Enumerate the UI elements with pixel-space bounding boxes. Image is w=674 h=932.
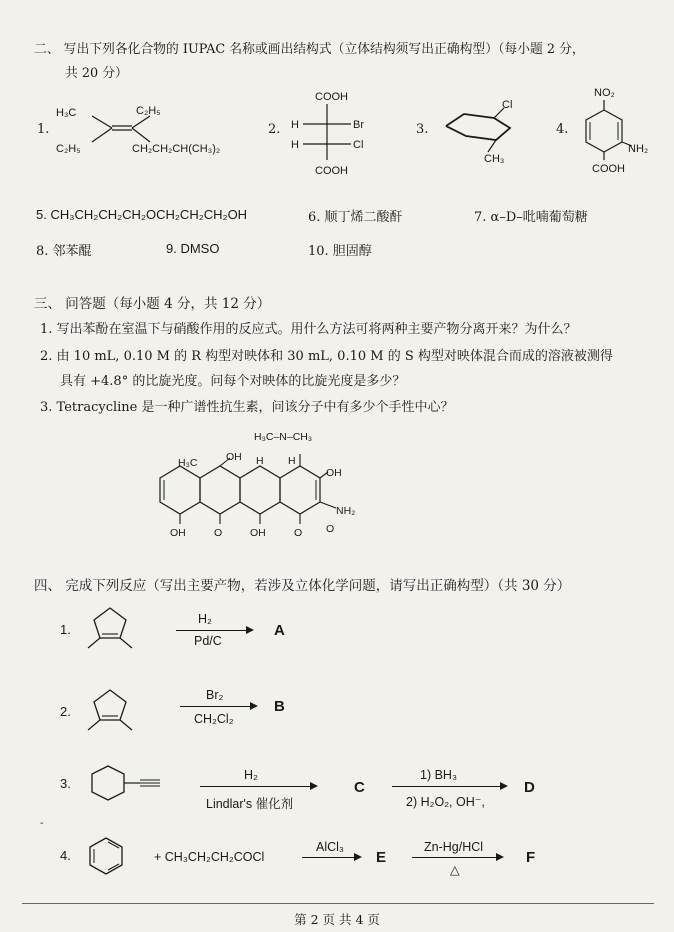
r3-arrowhead-icon xyxy=(310,782,318,790)
item4-structure xyxy=(566,80,666,180)
tc-o-b1: O xyxy=(214,527,223,539)
i1-h3c: H₃C xyxy=(56,107,77,119)
section3-q2-line1: 2. 由 10 mL, 0.10 M 的 R 构型对映体和 30 mL, 0.10 M 的 S 构型对映体混合而成的溶液被测得 xyxy=(40,349,613,364)
r3-product-d: D xyxy=(524,779,535,796)
r1-product: A xyxy=(274,622,285,639)
r3-reagent-above: H₂ xyxy=(244,768,258,782)
item9: 9. DMSO xyxy=(166,241,220,256)
i3-ch3: CH₃ xyxy=(484,153,505,165)
section2-title-line2: 共 20 分） xyxy=(65,66,128,81)
item6: 6. 顺丁烯二酸酐 xyxy=(308,210,403,225)
item5: 5. CH₃CH₂CH₂CH₂OCH₂CH₂CH₂OH xyxy=(36,207,248,222)
r2-product: B xyxy=(274,698,285,715)
r1-number: 1. xyxy=(60,622,71,637)
footer-rule xyxy=(22,903,654,904)
tetracycline-structure xyxy=(150,428,370,548)
i2-h2: H xyxy=(291,139,299,151)
tc-o-b2: O xyxy=(294,527,303,539)
r2-number: 2. xyxy=(60,704,71,719)
r4-reagent-below2: △ xyxy=(450,863,460,877)
r3-arrow2 xyxy=(392,786,504,787)
i3-cl: Cl xyxy=(502,99,513,111)
section3-title: 三、 问答题（每小题 4 分，共 12 分） xyxy=(34,296,271,312)
item8: 8. 邻苯醌 xyxy=(36,244,92,259)
stray-mark: - xyxy=(40,818,44,829)
item1-structure xyxy=(52,96,252,166)
item3-number: 3. xyxy=(416,122,429,137)
section2-title-line1: 二、 写出下列各化合物的 IUPAC 名称或画出结构式（立体结构须写出正确构型）（每小题 2 分， xyxy=(34,42,585,57)
tc-h3c: H₃C xyxy=(178,457,198,469)
page-footer: 第 2 页 共 4 页 xyxy=(294,912,380,927)
item2-fischer xyxy=(285,88,375,180)
r3-arrowhead2-icon xyxy=(500,782,508,790)
i2-h1: H xyxy=(291,119,299,131)
i2-br: Br xyxy=(353,119,364,131)
r4-reagent-plus: + CH₃CH₂CH₂COCl xyxy=(154,850,265,864)
r2-arrow xyxy=(180,706,254,707)
r2-reagent-below: CH₂Cl₂ xyxy=(194,712,234,726)
tc-o-b3: O xyxy=(326,523,335,535)
r4-arrow2 xyxy=(412,857,500,858)
r3-reagent-below2: 2) H₂O₂, OH⁻, xyxy=(406,795,485,809)
tc-h-mid: H xyxy=(256,455,264,467)
section4-title: 四、 完成下列反应（写出主要产物，若涉及立体化学问题，请写出正确构型）（共 30 分） xyxy=(34,578,571,594)
i2-cooh-bot: COOH xyxy=(315,165,348,177)
i4-no2: NO₂ xyxy=(594,87,615,99)
r3-reactant-structure xyxy=(82,760,182,810)
item3-chair xyxy=(438,96,538,168)
r1-arrowhead-icon xyxy=(246,626,254,634)
i2-cooh-top: COOH xyxy=(315,91,348,103)
i1-c2h5-top: C₂H₅ xyxy=(136,105,161,117)
item7: 7. α–D–吡喃葡萄糖 xyxy=(474,210,588,225)
r1-arrow xyxy=(176,630,250,631)
r3-reagent-above2: 1) BH₃ xyxy=(420,768,458,782)
r3-reagent-below: Lindlar's 催化剂 xyxy=(206,797,294,811)
r2-arrowhead-icon xyxy=(250,702,258,710)
r4-arrowhead2-icon xyxy=(496,853,504,861)
r4-product-e: E xyxy=(376,849,387,866)
tc-nme2: H₃C–N–CH₃ xyxy=(254,431,313,443)
i4-cooh: COOH xyxy=(592,163,625,175)
item10: 10. 胆固醇 xyxy=(308,244,372,259)
r1-reactant-structure xyxy=(82,598,142,658)
tc-oh-b1: OH xyxy=(170,527,186,539)
r4-arrowhead-icon xyxy=(354,853,362,861)
r4-reagent-above2: Zn-Hg/HCl xyxy=(424,840,484,854)
r3-arrow xyxy=(200,786,314,787)
item1-number: 1. xyxy=(37,122,50,137)
r3-number: 3. xyxy=(60,776,71,791)
tc-nh2: NH₂ xyxy=(336,505,356,517)
r2-reagent-above: Br₂ xyxy=(206,688,224,702)
r4-arrow xyxy=(302,857,358,858)
r4-reagent-above: AlCl₃ xyxy=(316,840,345,854)
r1-reagent-above: H₂ xyxy=(198,612,212,626)
section3-q1: 1. 写出苯酚在室温下与硝酸作用的反应式。用什么方法可将两种主要产物分离开来？为什么？ xyxy=(40,322,577,337)
r3-product-c: C xyxy=(354,779,365,796)
i1-c2h5-left: C₂H₅ xyxy=(56,143,81,155)
section3-q2-line2: 具有 +4.8° 的比旋光度。问每个对映体的比旋光度是多少？ xyxy=(60,374,406,389)
i4-nh2: NH₂ xyxy=(628,143,649,155)
item2-number: 2. xyxy=(268,122,281,137)
tc-oh-b2: OH xyxy=(250,527,266,539)
r2-reactant-structure xyxy=(82,680,142,740)
r4-reactant-benzene xyxy=(84,834,134,884)
i2-cl: Cl xyxy=(353,139,364,151)
tc-h-right: H xyxy=(288,455,296,467)
i1-chain: CH₂CH₂CH(CH₃)₂ xyxy=(132,143,221,155)
r4-number: 4. xyxy=(60,848,71,863)
r4-product-f: F xyxy=(526,849,536,866)
tc-oh-right: OH xyxy=(326,467,342,479)
section3-q3: 3. Tetracycline 是一种广谱性抗生素，问该分子中有多少个手性中心？ xyxy=(40,400,454,415)
item4-number: 4. xyxy=(556,122,569,137)
tc-oh-top: OH xyxy=(226,451,242,463)
r1-reagent-below: Pd/C xyxy=(194,634,222,648)
